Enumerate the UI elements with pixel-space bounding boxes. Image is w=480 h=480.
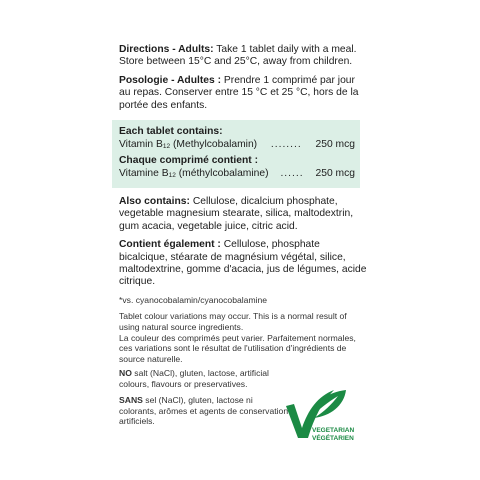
vegetarian-label-en: VEGETARIAN — [312, 427, 355, 434]
also-contains-fr-text: Cellulose, phosphate bicalcique, stéarate de magnésium végétal, silice, maltodextrine, gomme d'acacia, jus de légumes, acide citrique. — [119, 239, 367, 288]
directions-en-text: Take 1 tablet daily with a meal. Store between 15°C and 25°C, away from children. — [119, 44, 357, 68]
free-from-fr-bold: SANS — [119, 395, 143, 406]
free-from-en — [119, 368, 289, 389]
directions-section — [119, 44, 369, 112]
vegetarian-label-fr: VÉGÉTARIEN — [312, 435, 354, 442]
contents-en-row — [119, 138, 355, 153]
directions-fr — [119, 75, 369, 112]
contents-fr-dots: ...... — [280, 168, 304, 179]
footnote: *vs. cyanocobalamin/cyanocobalamine — [119, 294, 268, 305]
contents-fr-item: Vitamine B12 (méthylcobalamine) — [119, 168, 269, 179]
contents-en-amount: 250 mcg — [315, 139, 355, 150]
colour-note-fr: La couleur des comprimés peut varier. Parfaitement normales, ces variations sont le résultat de l'utilisation d'ingrédients de source naturelle. — [119, 332, 356, 364]
directions-en-heading: Directions - Adults: — [119, 44, 214, 55]
colour-note-en: Tablet colour variations may occur. This is a normal result of using natural source ingredients. — [119, 311, 347, 333]
free-from-en-bold: NO — [119, 368, 132, 378]
directions-fr-heading: Posologie - Adultes : — [119, 74, 222, 86]
directions-fr-text: Prendre 1 comprimé par jour au repas. Conserver entre 15 °C et 25 °C, hors de la portée des enfants. — [119, 74, 359, 111]
also-contains-en-heading: Also contains: — [119, 196, 190, 207]
ingredients-box — [112, 120, 360, 188]
free-from-en-text: salt (NaCl), gluten, lactose, artificial colours, flavours or preservatives. — [119, 368, 269, 389]
contents-fr-row — [119, 167, 355, 182]
also-contains-en-text: Cellulose, dicalcium phosphate, vegetable magnesium stearate, silica, maltodextrin, gum acacia, vegetable juice, citric acid. — [119, 196, 354, 232]
free-from-section — [119, 368, 289, 427]
also-contains-en — [119, 196, 369, 233]
contents-en-item: Vitamin B12 (Methylcobalamin) — [119, 139, 258, 150]
free-from-fr — [119, 395, 289, 427]
contents-fr-amount: 250 mcg — [315, 168, 355, 179]
contents-en-dots: ........ — [270, 139, 302, 150]
contents-fr-heading: Chaque comprimé contient : — [119, 155, 259, 166]
also-contains-fr — [119, 239, 369, 289]
vegetarian-v-leaf-icon — [284, 388, 368, 446]
directions-en — [119, 44, 369, 69]
contents-en-heading: Each tablet contains: — [119, 126, 223, 137]
free-from-fr-text: sel (NaCl), gluten, lactose ni colorants, arômes et agents de conservation artificiels. — [119, 395, 289, 427]
also-contains-fr-heading: Contient également : — [119, 239, 221, 251]
vegetarian-logo — [284, 388, 368, 446]
other-ingredients-section — [119, 196, 369, 364]
